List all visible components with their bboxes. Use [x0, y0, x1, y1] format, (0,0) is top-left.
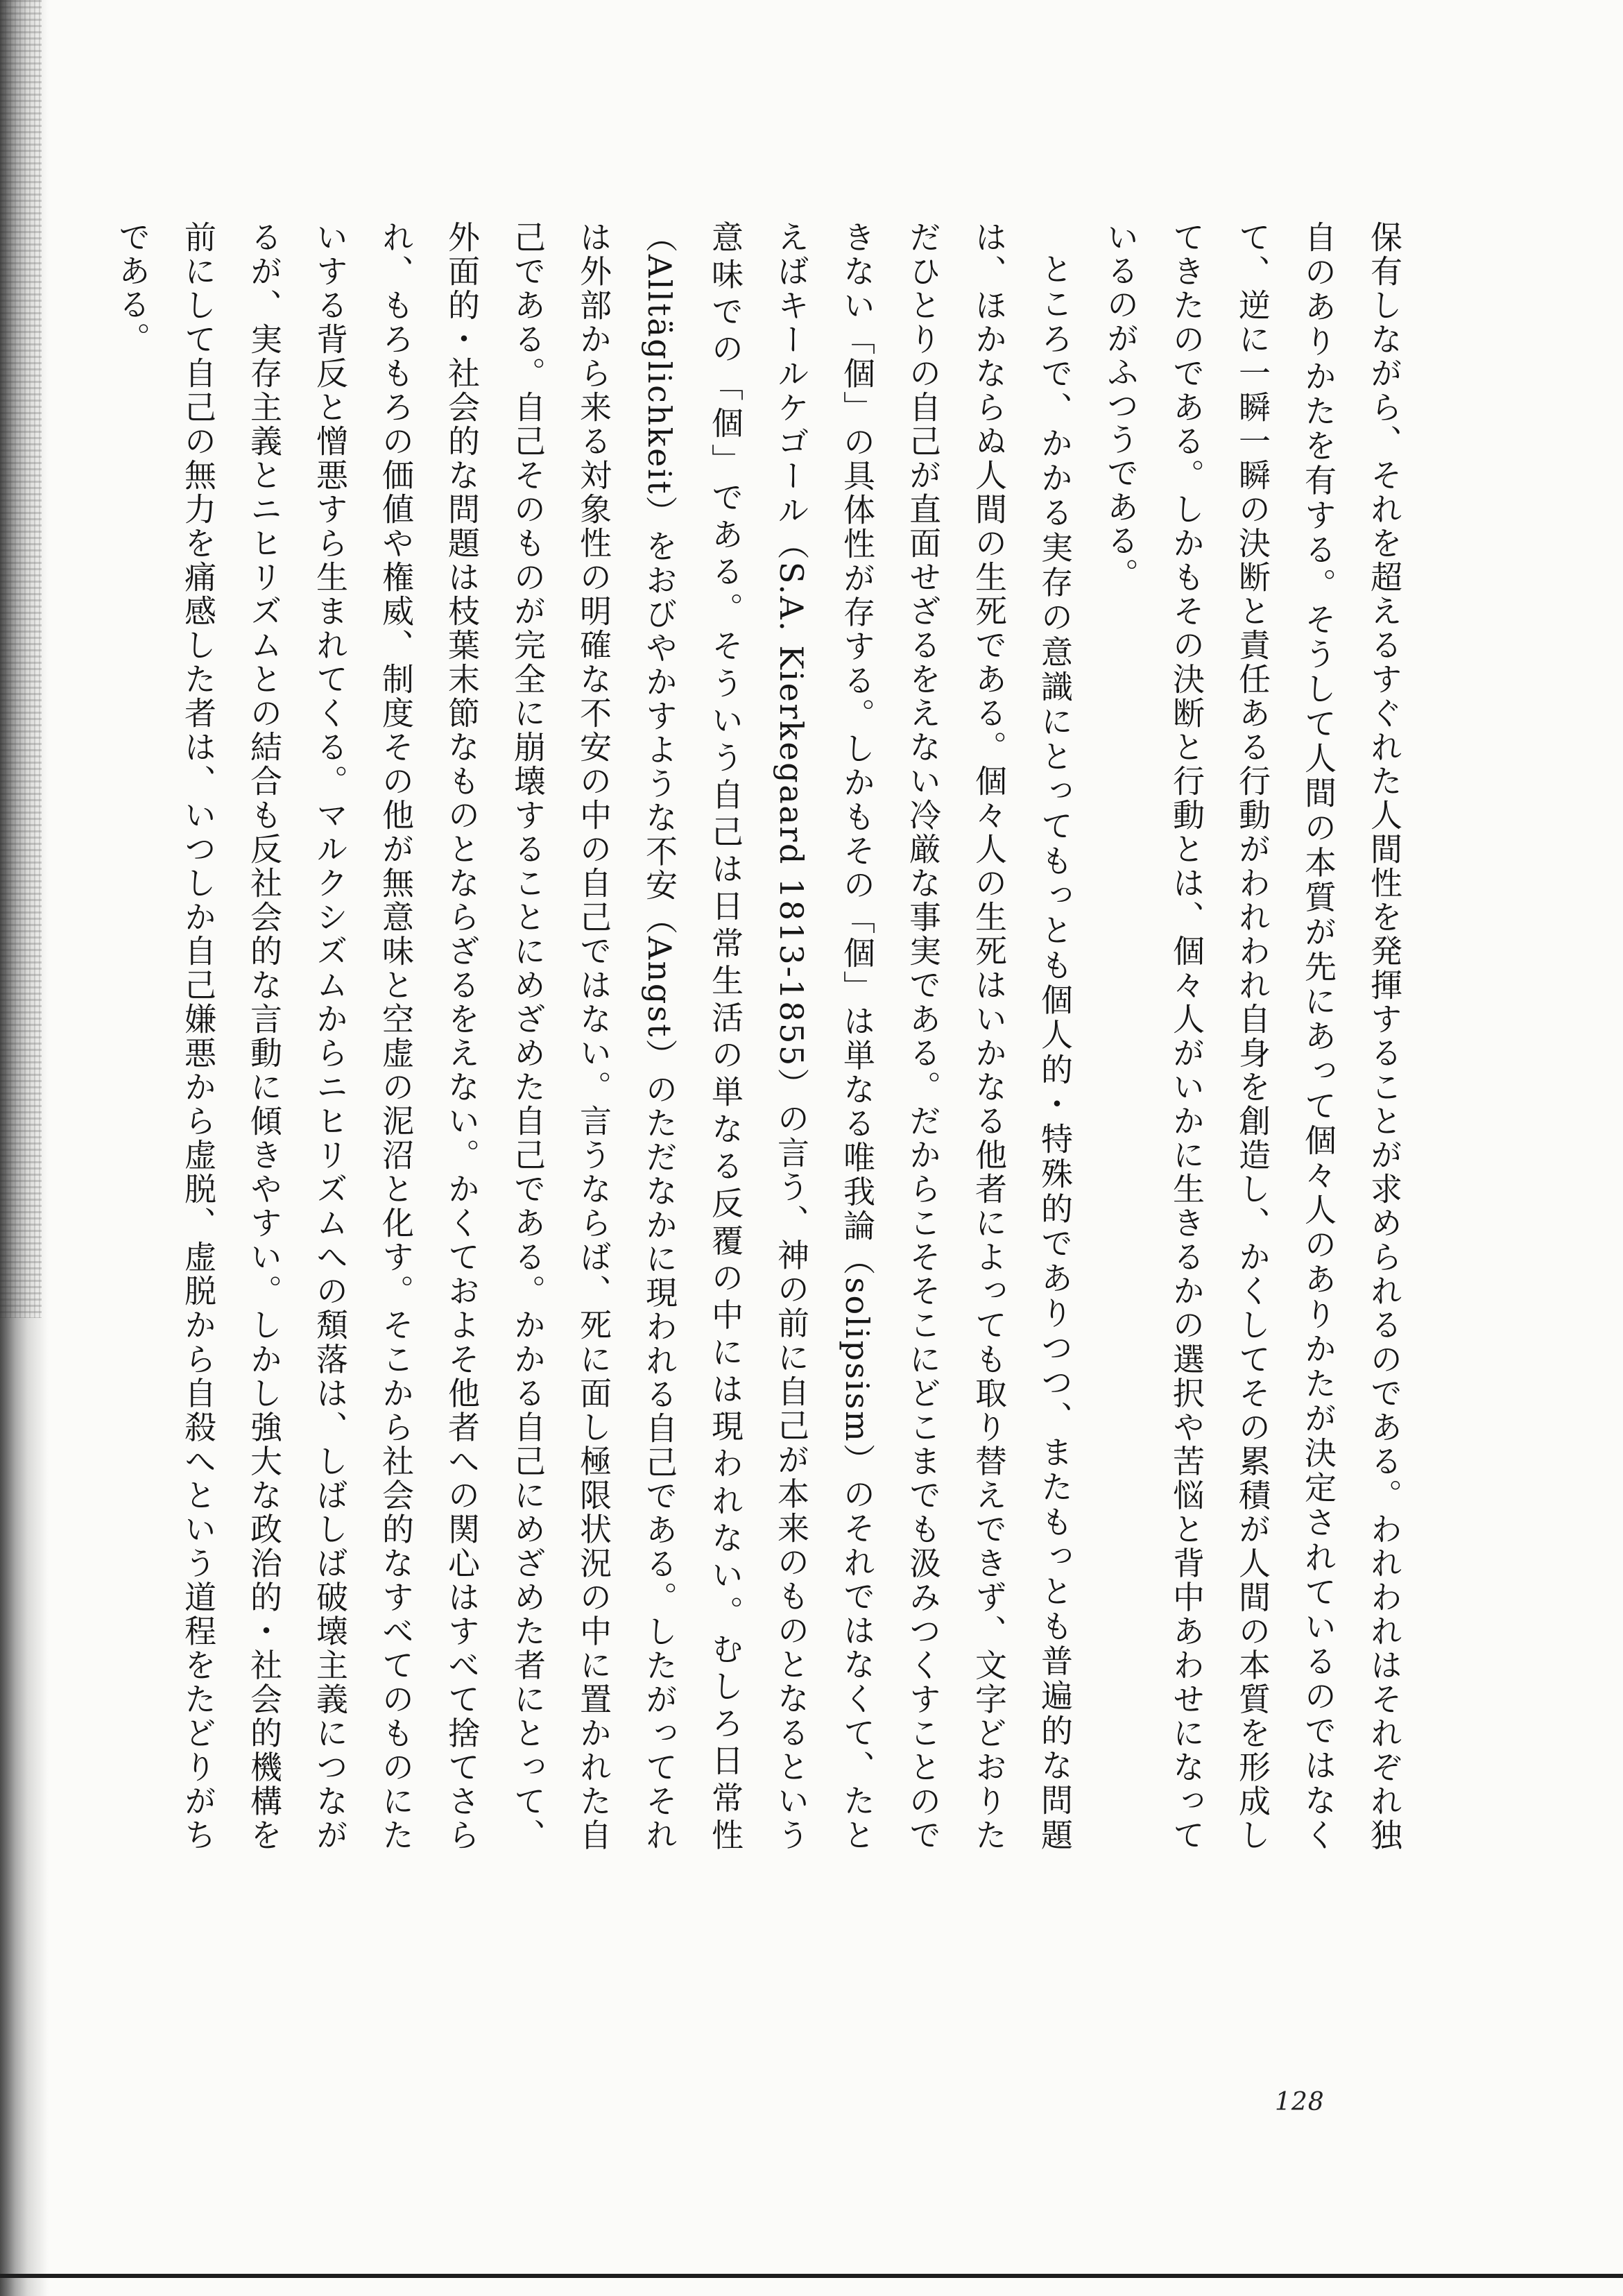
vertical-body-text — [114, 221, 1417, 1852]
paragraph-continued: 保有しながら、それを超えるすぐれた人間性を発揮することが求められるのである。われわれはそれぞれ独自のありかたを有する。そうして人間の本質が先にあって個々人のありかたが決定されているのではなくて、逆に一瞬一瞬の決断と責任ある行動がわれわれ自身を創造し、かくしてその累積が人間の本質を形成してきたのである。しかもその決断と行動とは、個々人がいかに生きるかの選択や苦悩と背中あわせになっているのがふつうである。 — [1102, 221, 1403, 1852]
page-number: 128 — [1275, 2088, 1325, 2116]
binding-speckle — [0, 0, 42, 1318]
bottom-scan-edge — [0, 2274, 1623, 2278]
paragraph-death-and-self: ところで、かかる実存の意識にとってもっとも個人的・特殊的でありつつ、またもっとも普遍的な問題は、ほかならぬ人間の生死である。個々人の生死はいかなる他者によっても取り替えできず、文字どおりただひとりの自己が直面せざるをえない冷厳な事実である。だからこそそこにどこまでも汲みつくすことのできない「個」の具体性が存する。しかもその「個」は単なる唯我論（solipsism）のそれではなくて、たとえばキールケゴール（S.A. Kierkegaard 1813-1855）の言う、神の前に自己が本来のものとなるという意味での「個」である。そういう自己は日常生活の単なる反覆の中には現われない。むしろ日常性（Alltäglichkeit）をおびやかすような不安（Angst）のただなかに現われる自己である。したがってそれは外部から来る対象性の明確な不安の中の自己ではない。言うならば、死に面し極限状況の中に置かれた自己である。自己そのものが完全に崩壊することにめざめた自己である。かかる自己にめざめた者にとって、外面的・社会的な問題は枝葉末節なものとならざるをえない。かくておよそ他者への関心はすべて捨てさられ、もろもろの価値や権威、制度その他が無意味と空虚の泥沼と化す。そこから社会的なすべてのものにたいする背反と憎悪すら生まれてくる。マルクシズムからニヒリズムへの頽落は、しばしば破壊主義につながるが、実存主義とニヒリズムとの結合も反社会的な言動に傾きやすい。しかし強大な政治的・社会的機構を前にして自己の無力を痛感した者は、いつしか自己嫌悪から虚脱、虚脱から自殺へという道程をたどりがちである。 — [114, 221, 1074, 1852]
